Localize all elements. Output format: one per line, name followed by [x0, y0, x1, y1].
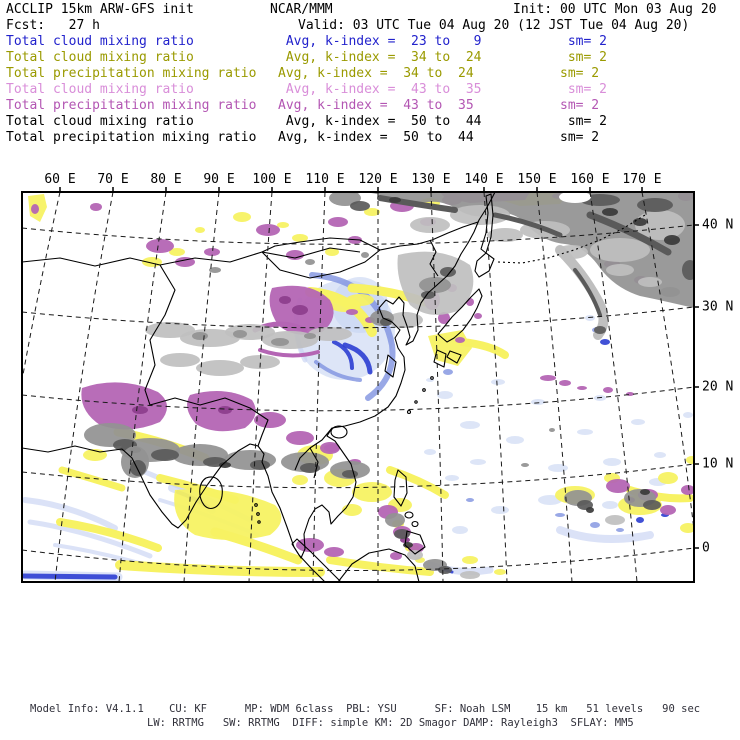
lat-label: 30 N — [702, 299, 734, 315]
lon-label: 110 E — [305, 172, 345, 187]
legend-kindex-stats: Avg, k-index = 50 to 44 — [278, 114, 482, 129]
coast-ryukyu2 — [423, 389, 426, 392]
lon-110e — [313, 192, 325, 582]
coast-visayas — [405, 512, 413, 518]
lat-label: 20 N — [702, 379, 734, 395]
legend-smoothing-value: sm= 2 — [560, 34, 607, 49]
coast-hokkaido — [475, 253, 494, 277]
coast-hainan — [331, 426, 347, 438]
legend-field-label: Total precipitation mixing ratio — [6, 66, 257, 81]
lon-label: 70 E — [97, 172, 129, 187]
lon-label: 170 E — [622, 172, 662, 187]
page-title: ACCLIP 15km ARW-GFS init — [6, 2, 194, 17]
lat-label: 10 N — [702, 456, 734, 472]
legend-smoothing-value: sm= 2 — [560, 82, 607, 97]
legend-field-label: Total cloud mixing ratio — [6, 34, 194, 49]
lon-label: 150 E — [517, 172, 557, 187]
coast-ryukyu3 — [415, 401, 417, 403]
legend-smoothing-value: sm= 2 — [560, 98, 600, 113]
legend-field-label: Total cloud mixing ratio — [6, 114, 194, 129]
coast-ryukyu1 — [431, 377, 434, 380]
lon-label: 90 E — [203, 172, 235, 187]
valid-time-label: Valid: 03 UTC Tue 04 Aug 20 (12 JST Tue 04 Aug 20) — [298, 18, 690, 33]
lon-label: 160 E — [570, 172, 610, 187]
legend-kindex-stats: Avg, k-index = 50 to 44 — [278, 130, 474, 145]
init-time-label: Init: 00 UTC Mon 03 Aug 20 — [513, 2, 717, 17]
legend-kindex-stats: Avg, k-index = 34 to 24 — [278, 66, 474, 81]
legend-kindex-stats: Avg, k-index = 43 to 35 — [278, 82, 482, 97]
model-info-line2: LW: RRTMG SW: RRTMG DIFF: simple KM: 2D Smagor DAMP: Rayleigh3 SFLAY: MM5 — [147, 717, 634, 729]
legend-smoothing-value: sm= 2 — [560, 66, 600, 81]
legend-field-label: Total cloud mixing ratio — [6, 82, 194, 97]
coast-ryukyu4 — [408, 411, 411, 414]
legend-smoothing-value: sm= 2 — [560, 114, 607, 129]
lon-label: 140 E — [464, 172, 504, 187]
legend-field-label: Total precipitation mixing ratio — [6, 130, 257, 145]
coast-visayas2 — [412, 522, 418, 527]
lat-label: 0 — [702, 540, 710, 556]
center-label: NCAR/MMM — [270, 2, 333, 17]
legend-kindex-stats: Avg, k-index = 34 to 24 — [278, 50, 482, 65]
lon-label: 120 E — [358, 172, 398, 187]
legend-kindex-stats: Avg, k-index = 43 to 35 — [278, 98, 474, 113]
model-info-line1: Model Info: V4.1.1 CU: KF MP: WDM 6class PBL: YSU SF: Noah LSM 15 km 51 levels 90 sec — [30, 703, 701, 715]
lon-140e — [484, 192, 507, 582]
legend-field-label: Total cloud mixing ratio — [6, 50, 194, 65]
lon-label: 80 E — [150, 172, 182, 187]
legend-field-label: Total precipitation mixing ratio — [6, 98, 257, 113]
legend-kindex-stats: Avg, k-index = 23 to 9 — [278, 34, 482, 49]
lon-label: 60 E — [44, 172, 76, 187]
legend-smoothing-value: sm= 2 — [560, 130, 600, 145]
lat-label: 40 N — [702, 217, 734, 233]
lon-label: 100 E — [252, 172, 292, 187]
lon-130e — [431, 192, 443, 582]
legend-smoothing-value: sm= 2 — [560, 50, 607, 65]
fcst-hour-label: Fcst: 27 h — [6, 18, 100, 33]
lon-label: 130 E — [411, 172, 451, 187]
